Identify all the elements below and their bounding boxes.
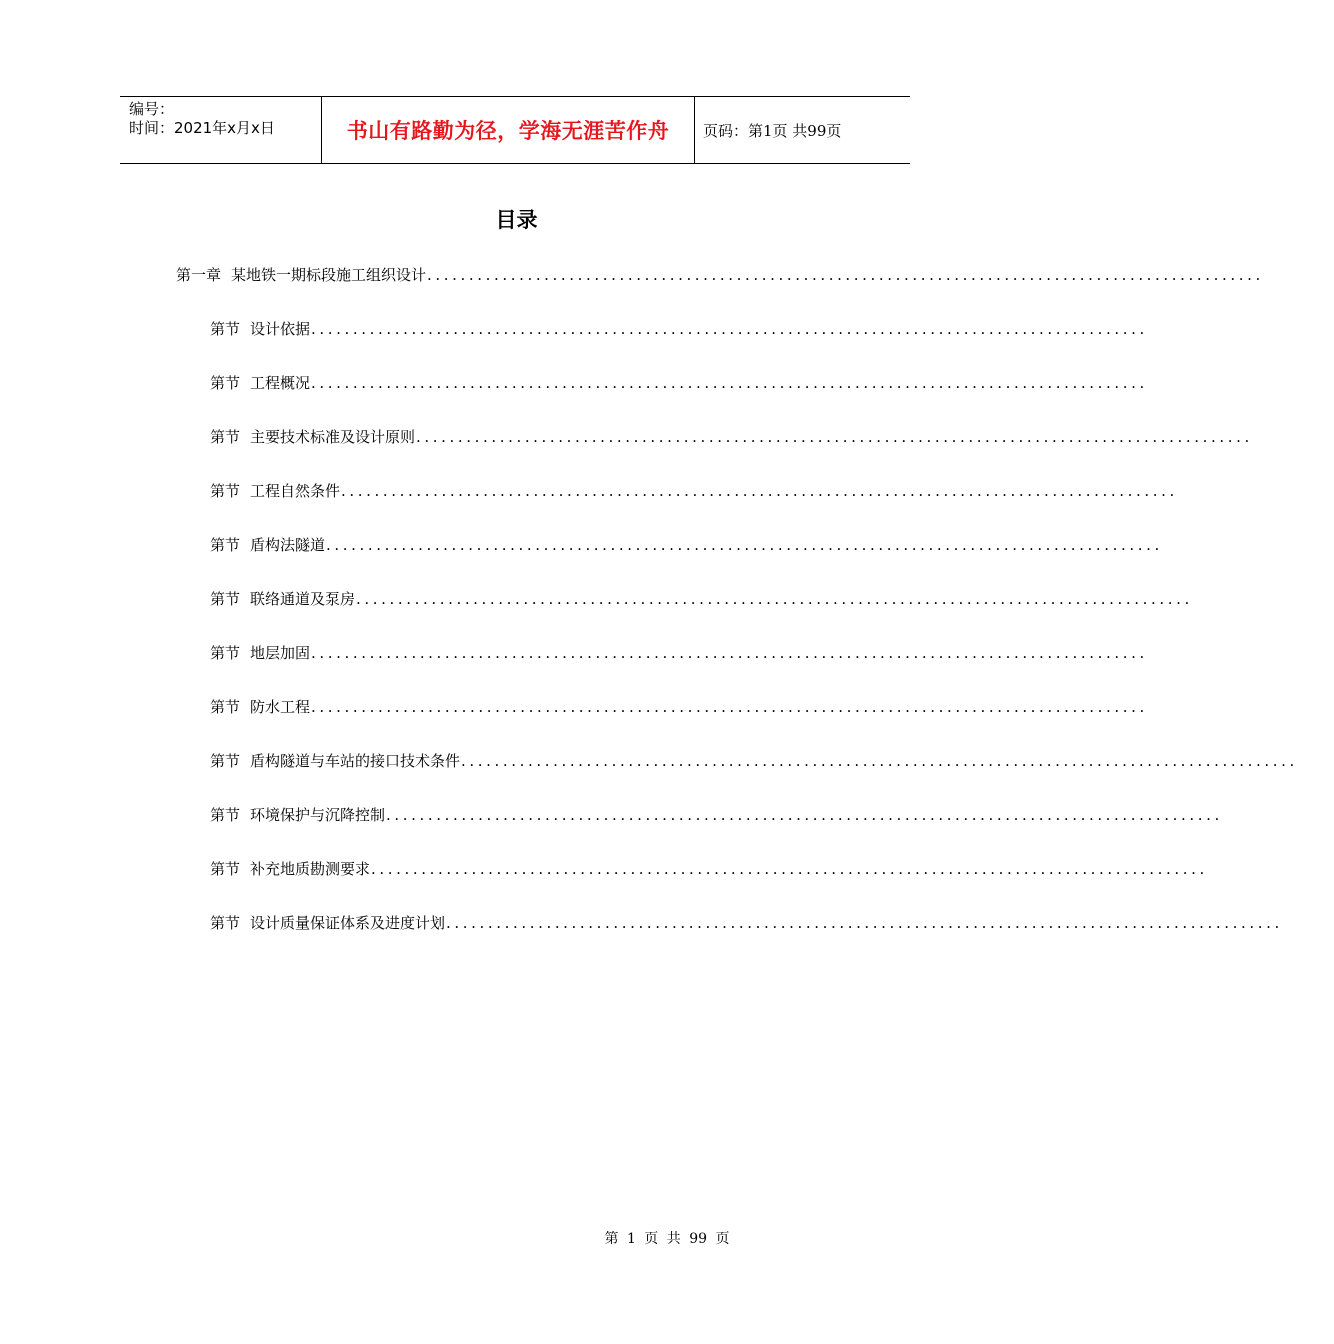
toc-leader-dots: .................................................................................................... [416, 428, 1253, 446]
document-time-label: 时间：2021年x月x日 [129, 119, 275, 137]
toc-entry-section[interactable] [210, 804, 1223, 826]
toc-entry-text: 盾构隧道与车站的接口技术条件 [250, 752, 461, 770]
toc-entry-text: 设计依据 [250, 320, 311, 338]
toc-entry-prefix: 第节 [210, 374, 241, 392]
toc-entry-text: 主要技术标准及设计原则 [250, 428, 416, 446]
toc-leader-dots: .................................................................................................... [341, 482, 1178, 500]
toc-entry-section[interactable] [210, 858, 1208, 880]
header-page-info: 页码：第1页 共99页 [703, 121, 842, 140]
toc-leader-dots: .................................................................................................... [371, 860, 1208, 878]
toc-leader-dots: .................................................................................................... [326, 536, 1163, 554]
toc-entry-prefix: 第节 [210, 590, 241, 608]
toc-entry-prefix: 第节 [210, 914, 241, 932]
toc-leader-dots: .................................................................................................... [311, 644, 1148, 662]
toc-entry-prefix: 第节 [210, 752, 241, 770]
toc-leader-dots: .................................................................................................... [427, 266, 1264, 284]
toc-entry-prefix: 第一章 [176, 266, 222, 284]
toc-entry-prefix: 第节 [210, 482, 241, 500]
toc-entry-text: 设计质量保证体系及进度计划 [250, 914, 446, 932]
toc-entry-prefix: 第节 [210, 320, 241, 338]
toc-entry-section[interactable] [210, 318, 1148, 340]
toc-leader-dots: .................................................................................................... [461, 752, 1298, 770]
toc-leader-dots: .................................................................................................... [446, 914, 1283, 932]
toc-entry-prefix: 第节 [210, 428, 241, 446]
toc-entry-prefix: 第节 [210, 806, 241, 824]
toc-title: 目录 [495, 208, 538, 232]
toc-entry-prefix: 第节 [210, 698, 241, 716]
toc-entry-section[interactable] [210, 912, 1283, 934]
toc-entry-section[interactable] [210, 696, 1148, 718]
toc-entry-section[interactable] [210, 588, 1193, 610]
toc-leader-dots: .................................................................................................... [311, 320, 1148, 338]
toc-entry-text: 联络通道及泵房 [250, 590, 356, 608]
toc-leader-dots: .................................................................................................... [356, 590, 1193, 608]
toc-entry-text: 盾构法隧道 [250, 536, 326, 554]
toc-leader-dots: .................................................................................................... [311, 698, 1148, 716]
document-number-label: 编号： [129, 100, 175, 118]
toc-entry-text: 地层加固 [250, 644, 311, 662]
toc-entry-chapter-1[interactable] [176, 264, 1264, 286]
toc-entry-text: 补充地质勘测要求 [250, 860, 371, 878]
toc-entry-text: 某地铁一期标段施工组织设计 [231, 266, 427, 284]
toc-leader-dots: .................................................................................................... [311, 374, 1148, 392]
toc-entry-section[interactable] [210, 426, 1253, 448]
page-footer: 第 1 页 共 99 页 [604, 1231, 730, 1247]
toc-entry-section[interactable] [210, 642, 1148, 664]
header-motto: 书山有路勤为径，学海无涯苦作舟 [346, 119, 670, 143]
toc-entry-text: 防水工程 [250, 698, 311, 716]
toc-entry-section[interactable] [210, 534, 1163, 556]
toc-entry-section[interactable] [210, 750, 1298, 772]
toc-entry-prefix: 第节 [210, 860, 241, 878]
toc-entry-section[interactable] [210, 480, 1178, 502]
toc-entry-prefix: 第节 [210, 536, 241, 554]
toc-entry-section[interactable] [210, 372, 1148, 394]
toc-entry-text: 工程自然条件 [250, 482, 341, 500]
toc-entry-text: 环境保护与沉降控制 [250, 806, 386, 824]
toc-entry-text: 工程概况 [250, 374, 311, 392]
toc-leader-dots: .................................................................................................... [386, 806, 1223, 824]
toc-entry-prefix: 第节 [210, 644, 241, 662]
